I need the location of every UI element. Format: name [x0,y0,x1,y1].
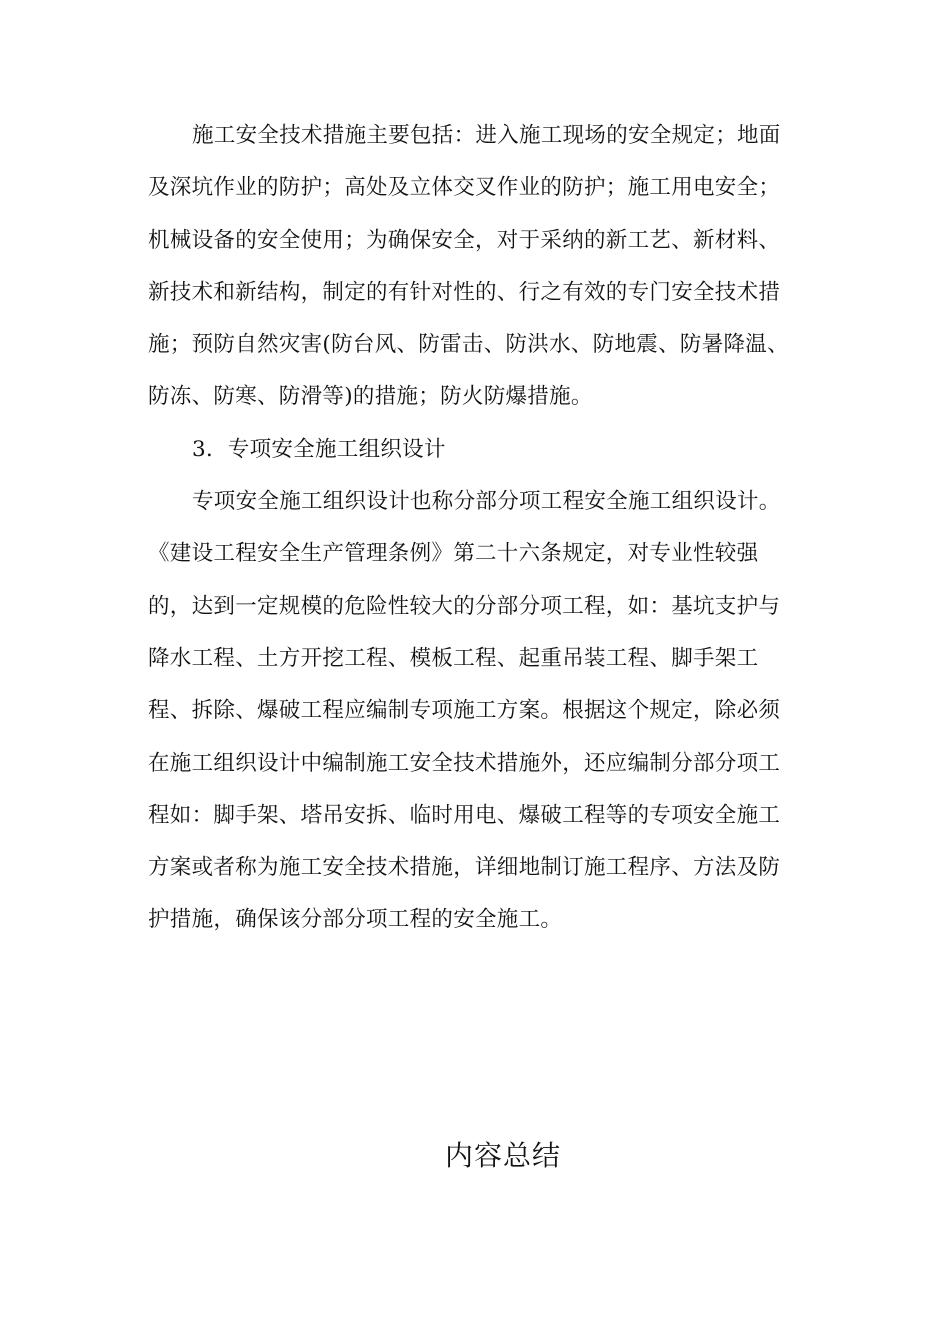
section-heading: 3．专项安全施工组织设计 [192,436,446,462]
paragraph-2-line: 的，达到一定规模的危险性较大的分部分项工程，如：基坑支护与 [148,593,781,619]
paragraph-2-line: 方案或者称为施工安全技术措施，详细地制订施工程序、方法及防 [148,855,781,881]
paragraph-2-line: 护措施，确保该分部分项工程的安全施工。 [148,907,563,933]
body-text [148,110,808,947]
paragraph-1-line: 防冻、防寒、防滑等)的措施；防火防爆措施。 [148,384,593,410]
paragraph-1-line: 新技术和新结构，制定的有针对性的、行之有效的专门安全技术措 [148,279,781,305]
paragraph-1-line: 施工安全技术措施主要包括：进入施工现场的安全规定；地面 [192,123,781,148]
paragraph-2-line: 降水工程、土方开挖工程、模板工程、起重吊装工程、脚手架工 [148,645,759,671]
paragraph-1-line: 施；预防自然灾害(防台风、防雷击、防洪水、防地震、防暑降温、 [148,332,789,358]
paragraph-1-line: 机械设备的安全使用；为确保安全，对于采纳的新工艺、新材料、 [148,227,781,253]
paragraph-2-line: 程如：脚手架、塔吊安拆、临时用电、爆破工程等的专项安全施工 [148,802,781,828]
summary-title: 内容总结 [444,1139,561,1172]
paragraph-2-line: 在施工组织设计中编制施工安全技术措施外，还应编制分部分项工 [148,750,781,776]
paragraph-1-line: 及深坑作业的防护；高处及立体交叉作业的防护；施工用电安全； [148,175,781,201]
paragraph-2-line: 专项安全施工组织设计也称分部分项工程安全施工组织设计。 [192,489,781,515]
paragraph-2-line: 程、拆除、爆破工程应编制专项施工方案。根据这个规定，除必须 [148,698,781,724]
paragraph-2-line: 《建设工程安全生产管理条例》第二十六条规定，对专业性较强 [148,541,759,567]
